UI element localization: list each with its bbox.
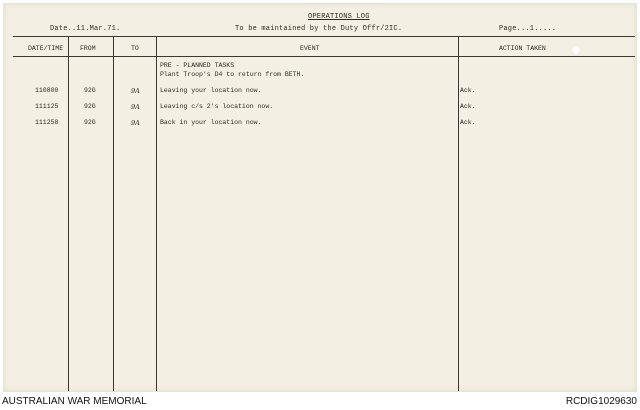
punch-hole — [572, 46, 580, 54]
header-bottom-rule — [13, 56, 635, 57]
entry-from: 92G — [84, 103, 96, 110]
log-title: OPERATIONS LOG — [308, 13, 370, 21]
entry-time: 111258 — [35, 119, 59, 126]
pre-planned-heading: PRE - PLANNED TASKS — [160, 62, 235, 69]
entry-action: Ack. — [460, 119, 476, 126]
log-date: Date..11.Mar.71. — [50, 25, 121, 33]
table-top-rule — [13, 36, 635, 37]
col-header-date-time: DATE/TIME — [28, 45, 64, 52]
col-divider-1 — [68, 36, 69, 391]
entry-from: 92G — [84, 87, 96, 94]
page-number: Page...1..... — [499, 25, 557, 33]
col-divider-3 — [156, 36, 157, 391]
entry-from: 92G — [84, 119, 96, 126]
col-divider-2 — [113, 36, 114, 391]
entry-event: Back in your location now. — [160, 119, 262, 126]
entry-to: 9A — [131, 87, 140, 95]
entry-to: 9A — [131, 119, 140, 127]
maintained-note: To be maintained by the Duty Offr/2IC. — [235, 25, 403, 33]
pre-planned-detail: Plant Troop's D4 to return from BETH. — [160, 71, 305, 78]
entry-to: 9A — [131, 103, 140, 111]
col-header-event: EVENT — [300, 45, 320, 52]
entry-event: Leaving c/s 2's location now. — [160, 103, 274, 110]
col-header-to: TO — [131, 45, 139, 52]
archive-reference-id: RCDIG1029630 — [565, 396, 637, 407]
col-header-action: ACTION TAKEN — [499, 45, 546, 52]
entry-action: Ack. — [460, 103, 476, 110]
entry-time: 111125 — [35, 103, 59, 110]
entry-time: 110800 — [35, 87, 59, 94]
entry-event: Leaving your location now. — [160, 87, 262, 94]
entry-action: Ack. — [460, 87, 476, 94]
col-header-from: FROM — [80, 45, 96, 52]
col-divider-4 — [458, 36, 459, 391]
log-sheet — [3, 3, 637, 392]
archive-source-label: AUSTRALIAN WAR MEMORIAL — [2, 396, 147, 407]
